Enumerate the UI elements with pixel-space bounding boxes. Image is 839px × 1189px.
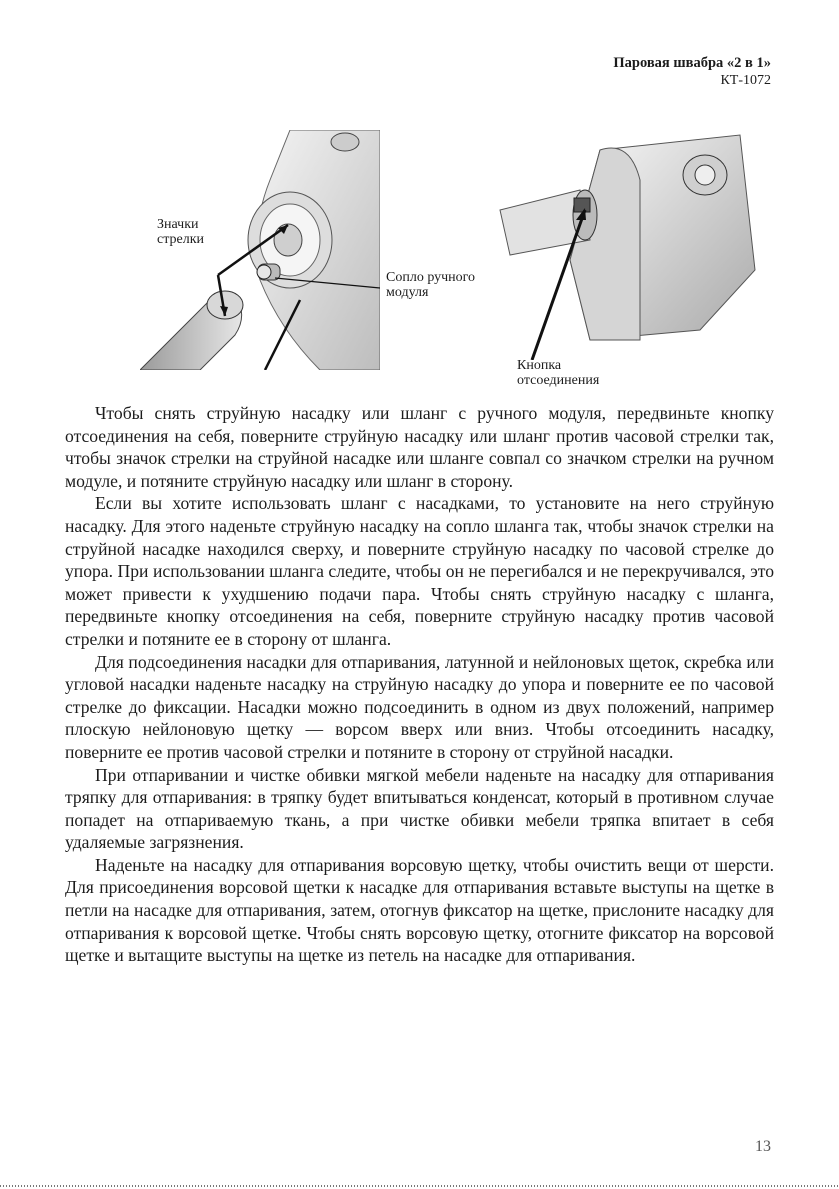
footer-divider xyxy=(0,1185,839,1187)
handheld-module-illustration xyxy=(140,130,380,370)
paragraph: Наденьте на насадку для отпаривания ворсовую щетку, чтобы очистить вещи от шерсти. Для присоединения ворсовой щетки к насадке для отпаривания вставьте выступы на щетке в петли на насадке для отпаривания, затем, отогнув фиксатор на щетке, прислоните насадку для отпаривания к ворсовой щетке. Чтобы снять ворсовую щетку, отогните фиксатор на ворсовой щетке и вытащите выступы на щетке из петель на насадке для отпаривания. xyxy=(65,854,774,966)
paragraph: Если вы хотите использовать шланг с насадками, то установите на него струйную насадку. Для этого наденьте струйную насадку на сопло шланга так, чтобы значок стрелки на струйной насадке находился сверху, и поверните струйную насадку по часовой стрелке до упора. При использовании шланга следите, чтобы он не перегибался и не перекручивался, это может привести к ухудшению подачи пара. Чтобы снять струйную насадку с шланга, передвиньте кнопку отсоединения на себя, поверните струйную насадку против часовой стрелки и потяните ее в сторону от шланга. xyxy=(65,493,774,649)
callout-arrow-icons: Значки стрелки xyxy=(157,217,204,247)
callout-release-button: Кнопка отсоединения xyxy=(517,358,600,388)
paragraph: Для подсоединения насадки для отпаривания, латунной и нейлоновых щеток, скребка или угловой насадки наденьте насадку на струйную насадку до упора и поверните ее по часовой стрелке до фиксации. Насадки можно подсоединить в одном из двух положений, например плоскую нейлоновую щетку — ворсом вверх или вниз. Чтобы отсоединить насадку, поверните ее против часовой стрелки и потяните в сторону от струйной насадки. xyxy=(65,651,774,762)
model-number: КТ-1072 xyxy=(720,73,771,88)
paragraph: При отпаривании и чистке обивки мягкой мебели наденьте на насадку для отпаривания тряпку для отпаривания: в тряпку будет впитываться конденсат, который в противном случае попадет на отпариваемую ткань, а при чистке обивки мебели тряпка впитает в себя удаляемые загрязнения. xyxy=(65,764,774,853)
illustrations xyxy=(0,120,839,390)
paragraph: Чтобы снять струйную насадку или шланг с ручного модуля, передвиньте кнопку отсоединения на себя, поверните струйную насадку или шланг против часовой стрелки так, чтобы значок стрелки на струйной насадке или шланге совпал со значком стрелки на ручном модуле, и потяните струйную насадку или шланг в сторону. xyxy=(65,403,774,491)
page-header xyxy=(613,55,771,89)
callout-module-nozzle: Сопло ручного модуля xyxy=(386,270,476,300)
product-title: Паровая швабра «2 в 1» xyxy=(613,55,771,71)
instructions-text xyxy=(65,402,774,967)
release-button-illustration xyxy=(490,120,760,360)
page-number: 13 xyxy=(755,1138,771,1155)
